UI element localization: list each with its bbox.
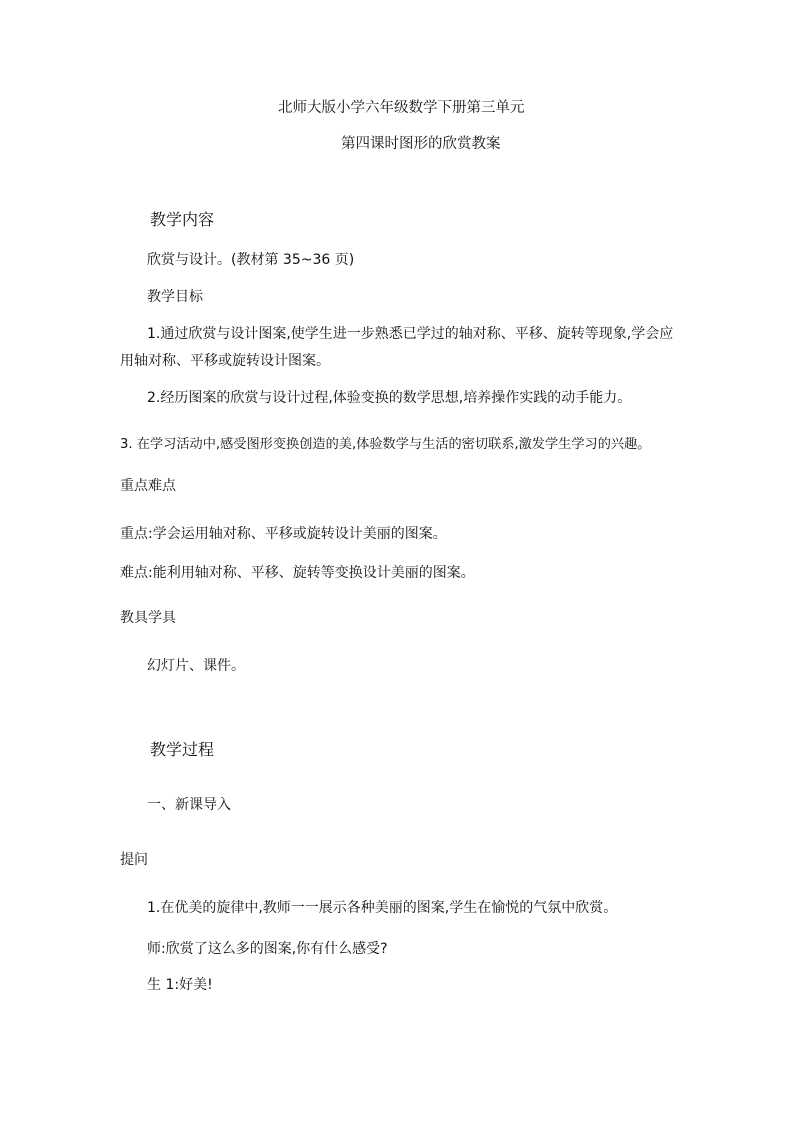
goal-2: 2.经历图案的欣赏与设计过程,体验变换的数学思想,培养操作实践的动手能力。 [147, 390, 632, 406]
content-text: 欣赏与设计。(教材第 35~36 页) [147, 252, 355, 268]
goals-heading: 教学目标 [147, 289, 203, 305]
section-heading-process: 教学过程 [150, 740, 215, 759]
tools-heading: 教具学具 [120, 610, 176, 626]
ask-label: 提问 [120, 852, 148, 868]
goal-3: 3. 在学习活动中,感受图形变换创造的美,体验数学与生活的密切联系,激发学生学习的兴趣。 [120, 437, 651, 452]
goal-1-line-1: 1.通过欣赏与设计图案,使学生进一步熟悉已学过的轴对称、平移、旋转等现象,学会应 [147, 326, 674, 342]
goal-1-line-2: 用轴对称、平移或旋转设计图案。 [120, 353, 330, 369]
document-subtitle: 第四课时图形的欣赏教案 [341, 136, 501, 152]
paragraph-3: 生 1:好美! [147, 977, 213, 993]
tools-text: 幻灯片、课件。 [147, 658, 245, 674]
key-points-heading: 重点难点 [120, 478, 176, 494]
document-title: 北师大版小学六年级数学下册第三单元 [278, 100, 525, 116]
key-point: 重点:学会运用轴对称、平移或旋转设计美丽的图案。 [120, 526, 447, 542]
paragraph-2: 师:欣赏了这么多的图案,你有什么感受? [147, 941, 388, 957]
difficult-point: 难点:能利用轴对称、平移、旋转等变换设计美丽的图案。 [120, 565, 475, 581]
paragraph-1: 1.在优美的旋律中,教师一一展示各种美丽的图案,学生在愉悦的气氛中欣赏。 [147, 900, 618, 916]
section-heading-content: 教学内容 [150, 210, 215, 229]
step-1-heading: 一、新课导入 [147, 797, 231, 813]
